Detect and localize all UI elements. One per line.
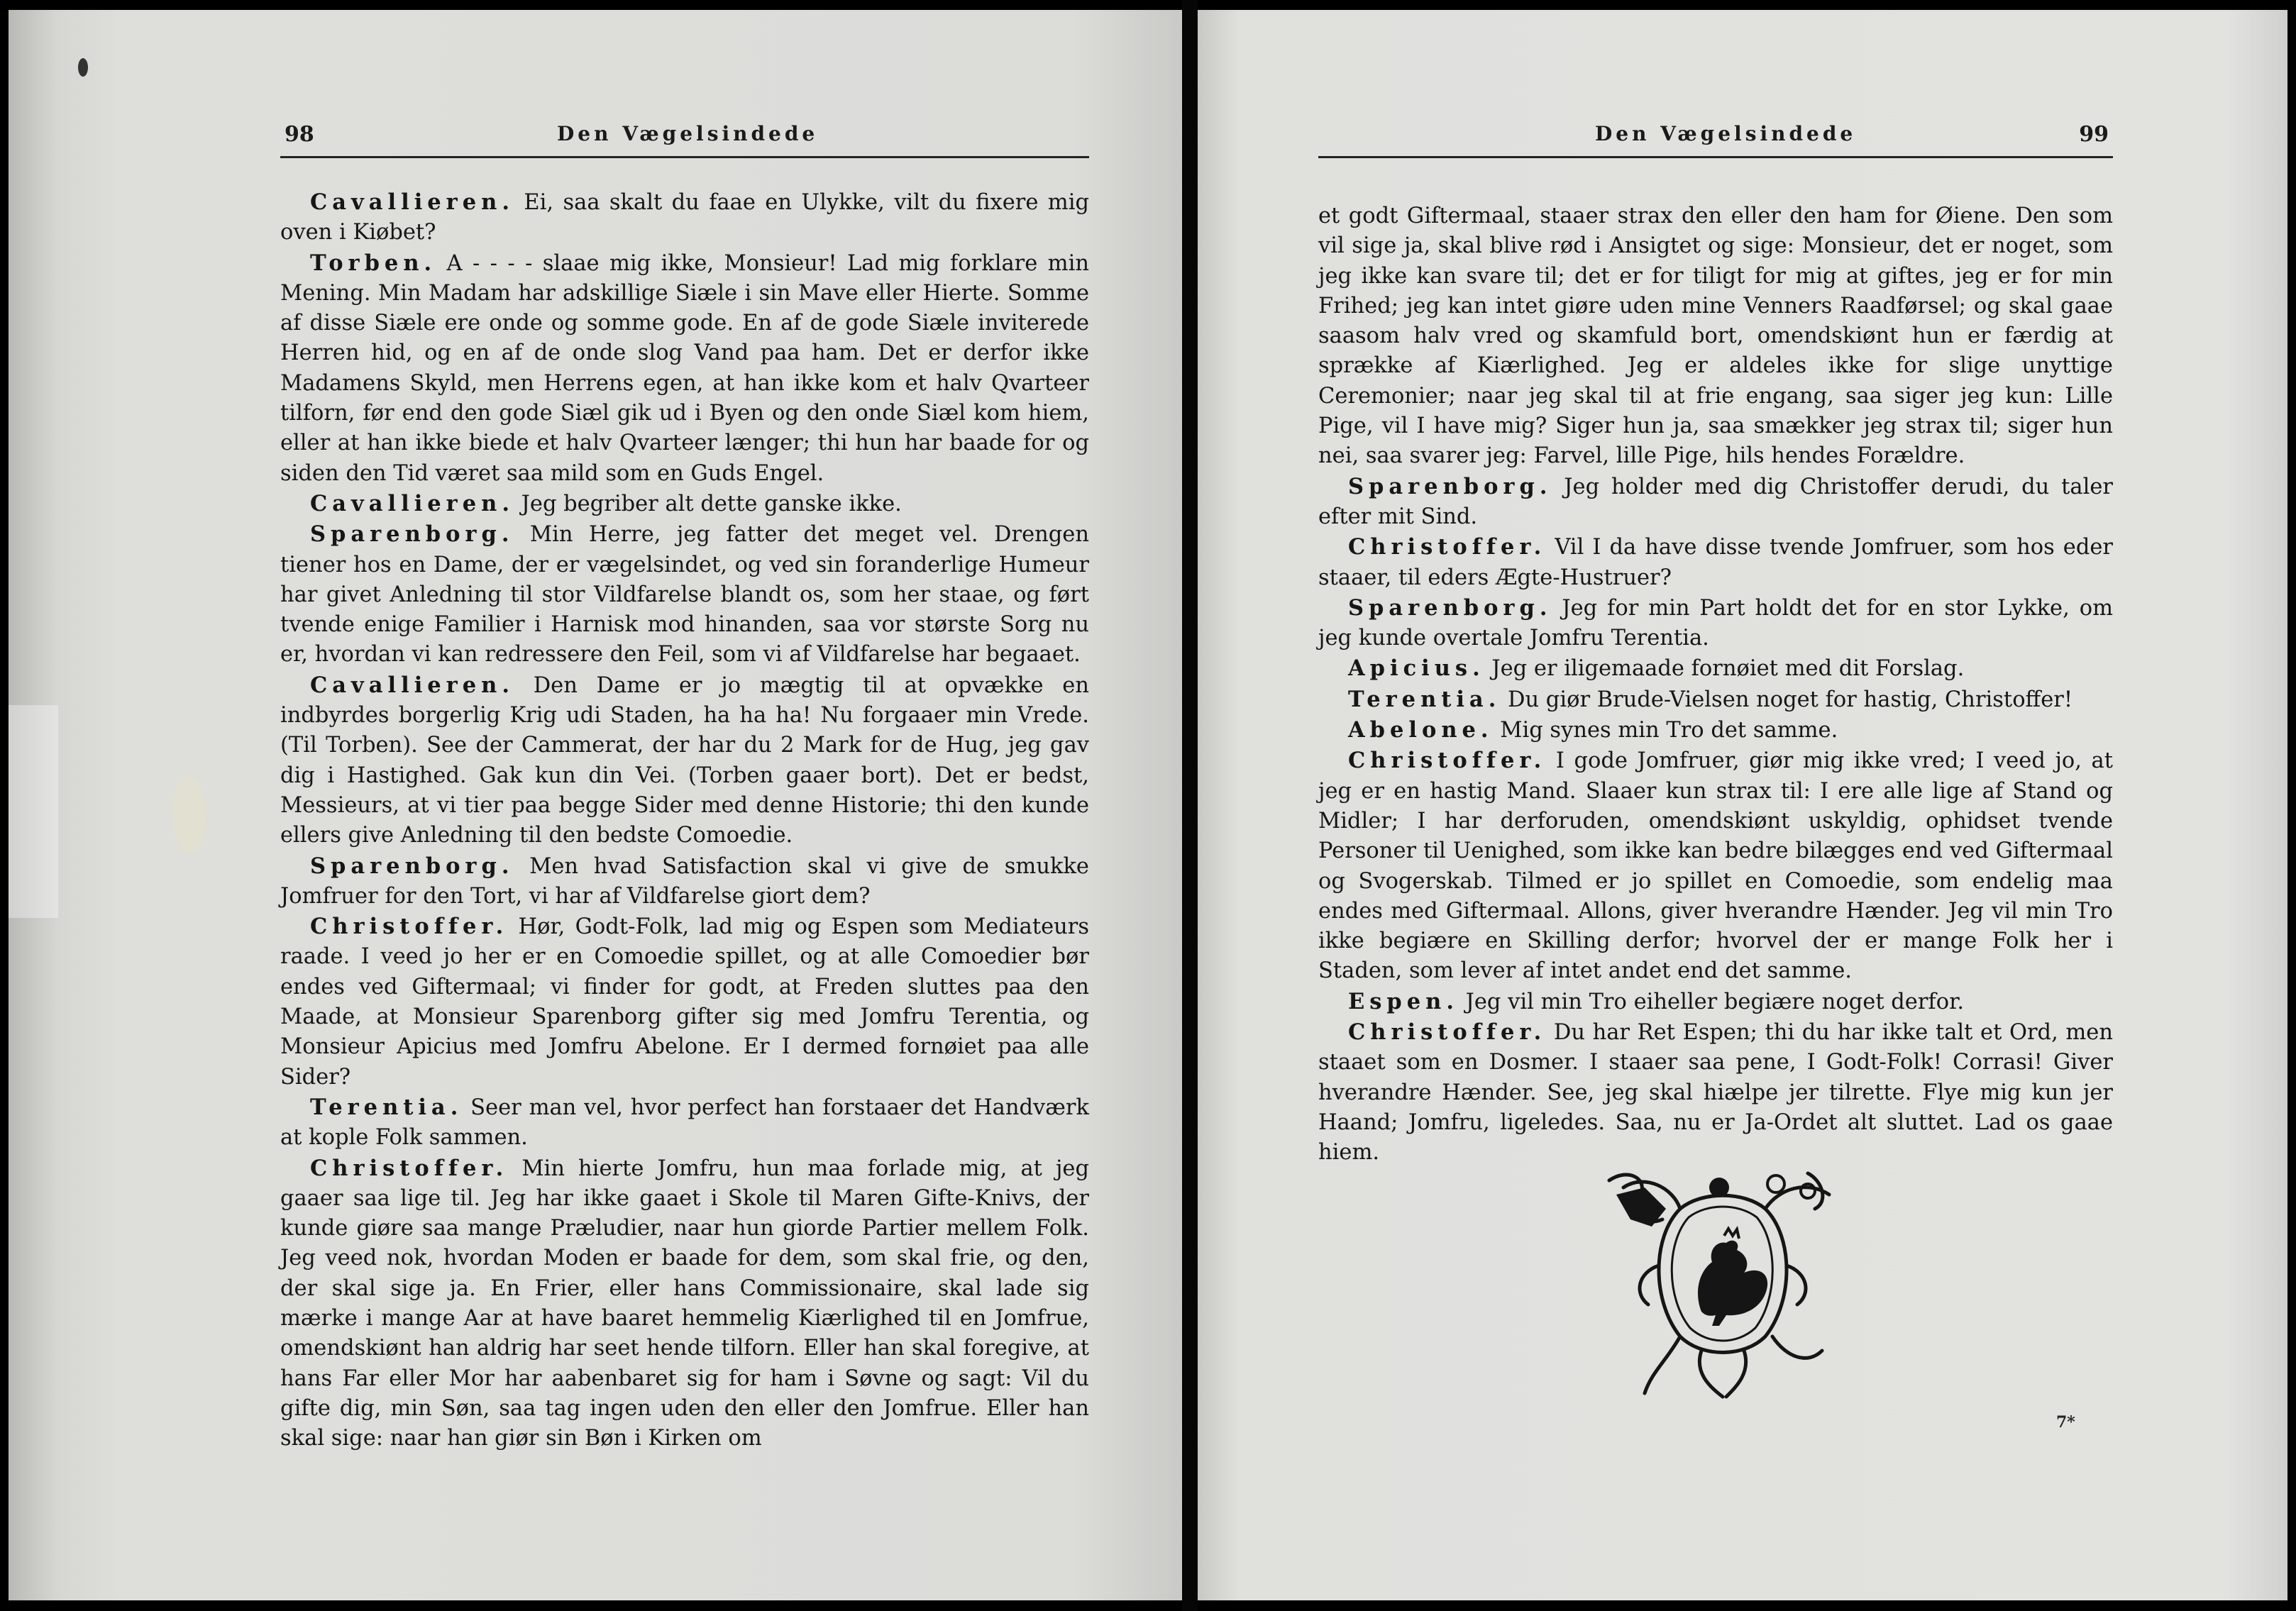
dialogue-paragraph [1318, 685, 2113, 715]
speaker-name: Christoffer. [1348, 748, 1547, 774]
dialogue-paragraph [1318, 201, 2113, 472]
dialogue-paragraph [280, 1153, 1089, 1454]
dialogue-text: Mig synes min Tro det samme. [1493, 718, 1838, 743]
book-gutter [1182, 0, 1198, 1611]
dialogue-paragraph [1318, 532, 2113, 593]
speaker-name: Cavallieren. [310, 490, 514, 516]
speaker-name: Christoffer. [1348, 1019, 1547, 1046]
dialogue-text: Ei, saa skalt du faae en Ulykke, vilt du fixere mig oven i Kiøbet? [280, 190, 1089, 245]
speaker-name: Terentia. [1348, 686, 1501, 712]
speaker-name: Sparenborg. [1348, 594, 1552, 621]
dialogue-paragraph [1318, 1017, 2113, 1168]
speaker-name: Christoffer. [1348, 534, 1547, 560]
dialogue-paragraph [280, 519, 1089, 670]
dialogue-paragraph [280, 187, 1089, 248]
speaker-name: Apicius. [1348, 655, 1485, 682]
speaker-name: Christoffer. [310, 1155, 509, 1181]
speaker-name: Christoffer. [310, 914, 509, 940]
margin-smudge [9, 705, 58, 918]
dialogue-text: Du har Ret Espen; thi du har ikke talt et Ord, men staaet som en Dosmer. I staaer saa pene, I Godt-Folk! Corrasi! Giver hverandre Hænder. See, jeg skal hiælpe jer tilrette. Flye mig kun jer Haand; Jomfru, ligeledes. Saa, nu er Ja-Ordet alt sluttet. Lad os gaae hiem. [1318, 1020, 2113, 1166]
dialogue-paragraph [1318, 746, 2113, 986]
dialogue-text: Vil I da have disse tvende Jomfruer, som hos eder staaer, til eders Ægte-Hustruer? [1318, 535, 2113, 590]
running-head [1318, 116, 2113, 158]
body-text [280, 187, 1089, 1454]
signature-mark: 7* [2056, 1413, 2075, 1432]
dialogue-text: A ‑ ‑ ‑ ‑ slaae mig ikke, Monsieur! Lad mig forklare min Mening. Min Madam har adskillige Siæle i sin Mave eller Hierte. Somme af disse Siæle ere onde og somme gode. En af de gode Siæle inviterede Herren hid, og en af de onde slog Vand paa ham. Det er derfor ikke Madamens Skyld, men Herrens egen, at han ikke kom et halv Qvarteer tilforn, før end den gode Siæl gik ud i Byen og den onde Siæl kom hiem, eller at han ikke biede et halv Qvarteer længer; thi hun har baade for og siden den Tid været saa mild som en Guds Engel. [280, 250, 1089, 486]
dialogue-text: Den Dame er jo mægtig til at opvække en indbyrdes borgerlig Krig udi Staden, ha ha ha! Nu forgaaer min Vrede. (Til Torben). See der Cammerat, der har du 2 Mark for de Hug, jeg gav dig i Hastighed. Gak kun din Vei. (Torben gaaer bort). Det er bedst, Messieurs, at vi tier paa begge Sider med denne Historie; thi den kunde ellers give Anledning til den bedste Comoedie. [280, 672, 1089, 848]
speaker-name: Terentia. [310, 1094, 463, 1120]
dialogue-paragraph [1318, 653, 2113, 684]
dialogue-paragraph [280, 248, 1089, 489]
dialogue-text: Min hierte Jomfru, hun maa forlade mig, at jeg gaaer saa lige til. Jeg har ikke gaaet i Skole til Maren Gifte-Knivs, der kunde giøre saa mange Præludier, naar hun giorde Partier mellem Folk. Jeg veed nok, hvordan Moden er baade for dem, som skal frie, og den, der skal sige ja. En Frier, eller hans Commissionaire, skal lade sig mærke i mange Aar at have baaret hemmelig Kiærlighed til en Jomfrue, omendskiønt han aldrig har seet hende tilforn. Eller han skal foregive, at hans Far eller Mor har aabenbaret sig for ham i Søvne og sagt: Vil du gifte dig, min Søn, saa tag ingen uden den eller den Jomfrue. Eller han skal sige: naar han giør sin Bøn i Kirken om [280, 1156, 1089, 1451]
margin-smudge [172, 776, 207, 854]
running-head-title: Den Vægelsindede [1595, 122, 1857, 145]
dialogue-paragraph [1318, 593, 2113, 654]
page-number: 98 [285, 122, 314, 147]
speaker-name: Sparenborg. [1348, 473, 1552, 499]
dialogue-paragraph [1318, 715, 2113, 746]
speaker-name: Abelone. [1348, 717, 1494, 743]
speaker-name: Espen. [1348, 988, 1459, 1014]
speaker-name: Sparenborg. [310, 521, 514, 548]
dialogue-paragraph [280, 670, 1089, 851]
speaker-name: Torben. [310, 250, 437, 276]
dialogue-text: et godt Giftermaal, staaer strax den eller den ham for Øiene. Den som vil sige ja, skal blive rød i Ansigtet og sige: Monsieur, det er noget, som jeg ikke kan svare til; det er for tiligt for mig at giftes, jeg er for min Frihed; jeg kan intet giøre uden mine Venners Raadførsel; og skal gaae saasom halv vred og skamfuld bort, omendskiønt hun er færdig at sprække af Kiærlighed. Jeg er aldeles ikke for slige unyttige Ceremonier; naar jeg skal til at frie engang, saa siger jeg kun: Lille Pige, vil I have mig? Siger hun ja, saa smækker jeg strax til; siger hun nei, saa svarer jeg: Farvel, lille Pige, hils hendes Forældre. [1318, 204, 2113, 469]
dialogue-text: Jeg holder med dig Christoffer derudi, du taler efter mit Sind. [1318, 474, 2113, 529]
dialogue-text: Hør, Godt-Folk, lad mig og Espen som Mediateurs raade. I veed jo her er en Comoedie spillet, og at alle Comoedier bør endes ved Giftermaal; vi finder for godt, at Freden sluttes paa den Maade, at Monsieur Sparenborg gifter sig med Jomfru Terentia, og Monsieur Apicius med Jomfru Abelone. Er I dermed fornøiet paa alle Sider? [280, 914, 1089, 1090]
dialogue-paragraph [280, 851, 1089, 912]
dialogue-text: I gode Jomfruer, giør mig ikke vred; I veed jo, at jeg er en hastig Mand. Slaaer kun strax til: I ere alle lige af Stand og Midler; I har derforuden, omendskiønt uskyldig, ophidset tvende Personer til Uenighed, som ikke kan bedre bilægges end ved Giftermaal og Svogerskab. Tilmed er jo spillet en Comoedie, som endelig maa endes med Giftermaal. Allons, giver hverandre Hænder. Jeg vil min Tro ikke begiære en Skilling derfor; hvorvel der er mange Folk her i Staden, som lever af intet andet end det samme. [1318, 748, 2113, 984]
dialogue-text: Jeg vil min Tro eiheller begiære noget derfor. [1458, 989, 1965, 1014]
dialogue-text: Men hvad Satisfaction skal vi give de smukke Jomfruer for den Tort, vi har af Vildfarelse giort dem? [280, 853, 1089, 909]
dialogue-paragraph [280, 489, 1089, 519]
dialogue-text: Seer man vel, hvor perfect han forstaaer det Handværk at kople Folk sammen. [280, 1095, 1089, 1151]
body-text [1318, 201, 2113, 1168]
running-head-title: Den Vægelsindede [557, 122, 819, 145]
right-page [1198, 10, 2287, 1600]
speaker-name: Cavallieren. [310, 672, 514, 698]
dialogue-text: Min Herre, jeg fatter det meget vel. Drengen tiener hos en Dame, der er vægelsindet, og ved sin foranderlige Humeur har givet Anledning til stor Vildfarelse blandt os, som her staae, og ført tvende enige Familier i Harnisk mod hinanden, saa vor største Sorg nu er, hvordan vi kan redressere den Feil, som vi af Vildfarelse har begaaet. [280, 522, 1089, 668]
page-number: 99 [2079, 122, 2109, 147]
dialogue-text: Du giør Brude-Vielsen noget for hastig, Christoffer! [1501, 687, 2073, 712]
dialogue-paragraph [1318, 987, 2113, 1017]
dialogue-paragraph [280, 1092, 1089, 1153]
speaker-name: Cavallieren. [310, 189, 514, 215]
dialogue-text: Jeg er iligemaade fornøiet med dit Forslag. [1484, 656, 1965, 682]
dialogue-text: Jeg begriber alt dette ganske ikke. [514, 491, 902, 516]
dialogue-paragraph [1318, 472, 2113, 533]
margin-smudge [78, 58, 88, 77]
running-head [280, 116, 1089, 158]
speaker-name: Sparenborg. [310, 853, 514, 879]
dialogue-text: Jeg for min Part holdt det for en stor Lykke, om jeg kunde overtale Jomfru Terentia. [1318, 595, 2113, 651]
rooster-vignette-icon [1595, 1159, 1850, 1400]
dialogue-paragraph [280, 912, 1089, 1092]
left-page [9, 10, 1182, 1600]
